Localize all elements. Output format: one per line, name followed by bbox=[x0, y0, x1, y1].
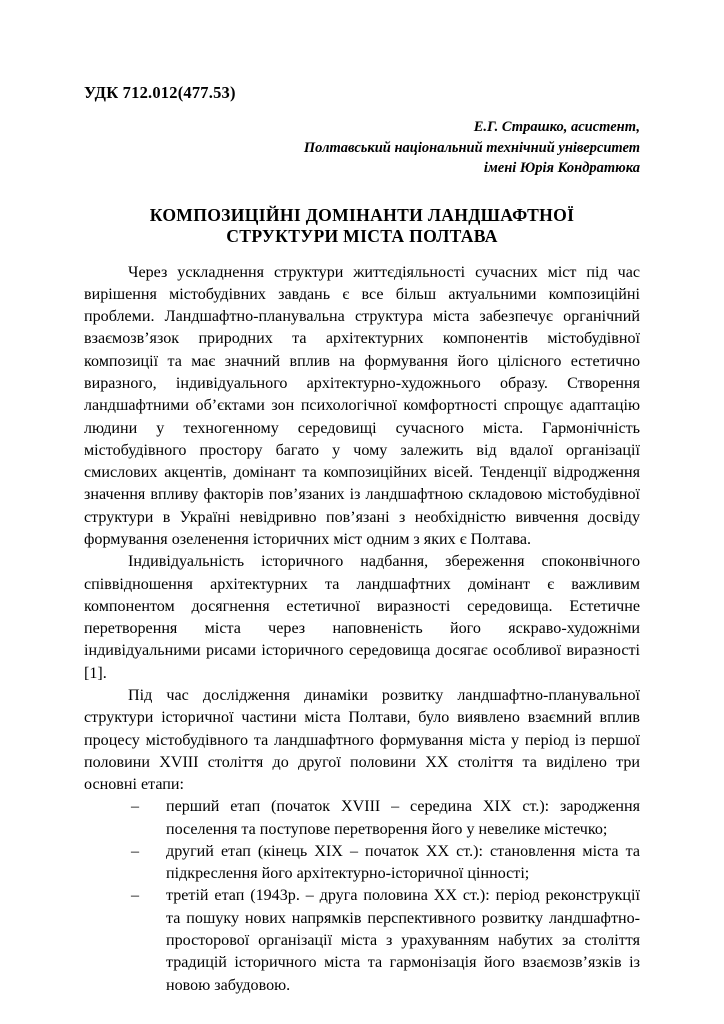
body-paragraph-1: Через ускладнення структури життєдіяльності сучасних міст під час вирішення містобудівних завдань є все більш актуальними композиційні проблеми. Ландшафтно-планувальна структура міста забезпечує органічний взаємозв’язок природних та архітектурних компонентів містобудівної композиції та має значний вплив на формування його цілісного естетично виразного, індивідуального архітектурно-художнього образу. Створення ландшафтними об’єктами зон психологічної комфортності спрощує адаптацію людини у техногенному середовищі сучасного міста. Гармонічність містобудівного простору багато у чому залежить від вдалої організації смислових акцентів, домінант та композиційних вісей. Тенденції відродження значення впливу факторів пов’язаних із ландшафтною складовою містобудівної структури в Україні невідривно пов’язані з необхідністю вивчення досвіду формування озеленення історичних міст одним з яких є Полтава. bbox=[84, 263, 640, 548]
body-paragraph-2: Індивідуальність історичного надбання, збереження споконвічного співвідношення архітектурних та ландшафтних домінант є важливим компонентом досягнення естетичної виразності середовища. Естетичне перетворення міста через наповненість його яскраво-художніми індивідуальними рисами історичного середовища досягає особливої виразності [1]. bbox=[84, 553, 640, 682]
list-item-text: третій етап (1943р. – друга половина XX ст.): період реконструкції та пошуку нових напрямків перспективного розвитку ландшафтно-просторової організації міста з урахуванням набутих за століття традицій історичного міста та гармонізація його взаємозв’язків із новою забудовою. bbox=[166, 887, 640, 994]
list-item-text: другий етап (кінець XIX – початок XX ст.): становлення міста та підкреслення його архітектурно-історичної цінності; bbox=[166, 842, 640, 883]
list-item-text: перший етап (початок XVIII – середина XIX ст.): зародження поселення та поступове перетворення його у невелике містечко; bbox=[166, 798, 640, 838]
page-title bbox=[84, 205, 640, 248]
affiliation-line-2: імені Юрія Кондратюка bbox=[483, 160, 640, 177]
list-item bbox=[84, 885, 640, 996]
author-affiliation-block bbox=[84, 117, 640, 179]
dash-marker-icon: – bbox=[131, 798, 140, 816]
page-content bbox=[84, 84, 640, 997]
dash-marker-icon: – bbox=[131, 842, 140, 860]
affiliation-line-1: Полтавський національний технічний університет bbox=[303, 139, 640, 156]
title-line-1: КОМПОЗИЦІЙНІ ДОМІНАНТИ ЛАНДШАФТНОЇ bbox=[149, 204, 575, 225]
body-paragraph-3: Під час дослідження динаміки розвитку ландшафтно-планувальної структури історичної частини міста Полтави, було виявлено взаємний вплив процесу містобудівного та ландшафтного формування міста у період із першої половини XVIII століття до другої половини XX століття та виділено три основні етапи: bbox=[84, 686, 640, 794]
author-name: Е.Г. Страшко, асистент, bbox=[473, 118, 640, 135]
stages-list bbox=[84, 796, 640, 997]
list-item bbox=[84, 841, 640, 886]
title-line-2: СТРУКТУРИ МІСТА ПОЛТАВА bbox=[226, 226, 498, 247]
udk-classification-code: УДК 712.012(477.53) bbox=[84, 83, 236, 102]
dash-marker-icon: – bbox=[131, 887, 140, 905]
list-item bbox=[84, 796, 640, 841]
